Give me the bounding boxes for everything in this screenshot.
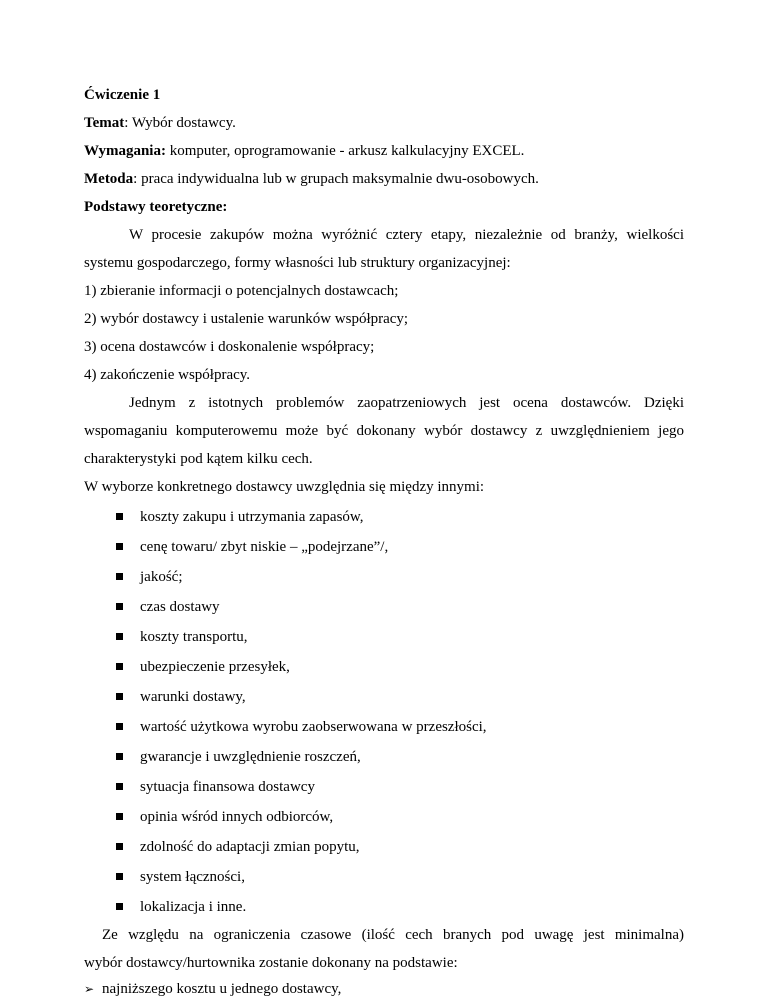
square-bullet-icon [116,633,123,640]
paragraph-2-line-1: Jednym z istotnych problemów zaopatrzeniowych jest ocena dostawców. Dzięki [129,395,684,411]
square-bullet-icon [116,573,123,580]
criteria-intro: W wyborze konkretnego dostawcy uwzględnia się między innymi: [84,479,485,495]
topic-line [84,114,236,132]
method-value: : praca indywidualna lub w grupach maksymalnie dwu-osobowych. [133,171,539,187]
stage-item: 2) wybór dostawcy i ustalenie warunków współpracy; [84,311,409,327]
paragraph-2-line-3: charakterystyki pod kątem kilku cech. [84,451,313,467]
method-label: Metoda [84,171,134,187]
square-bullet-icon [116,663,123,670]
square-bullet-icon [116,783,123,790]
topic-label: Temat [84,115,125,131]
paragraph-1-line-2: systemu gospodarczego, formy własności lub struktury organizacyjnej: [84,255,511,271]
document-page: Ćwiczenie 1 Temat: Wybór dostawcy. Wymagania: komputer, oprogramowanie - arkusz kalkulacyjny EXCEL. Metoda: praca indywidualna lub w grupach maksymalnie dwu-osobowych. Podstawy teoretyczne: W procesie zakupów można wyróżnić cztery etapy, niezależnie od branży, wielkości systemu gospodarczego, formy własności lub struktury organizacyjnej: 1) zbieranie informacji o potencjalnych dostawcach; 2) wybór dostawcy i ustalenie warunków współpracy; 3) ocena dostawców i doskonalenie współpracy; 4) zakończenie współpracy. Jednym z istotnych problemów zaopatrzeniowych jest ocena dostawców. Dzięki wspomaganiu komputerowemu może być dokonany wybór dostawcy z uwzględnieniem jego charakterystyki pod kątem kilku cech. W wyborze konkretnego dostawcy uwzględnia się między innymi: koszty zakupu i utrzymania zapasów, cenę towaru/ zbyt niskie – „podejrzane”/, jakość; czas dostawy koszty transportu, ubezpieczenie przesyłek, warunki dostawy, wartość użytkowa wyrobu zaobserwowana w przeszłości, gwarancje i uwzględnienie roszczeń, sytuacja finansowa dostawcy opinia wśród innych odbiorców, zdolność do adaptacji zmian popytu, system łączności, lokalizacja i inne. Ze względu na ograniczenia czasowe (ilość cech branych pod uwagę jest minimalna) wybór dostawcy/hurtownika zostanie dokonany na podstawie: ➢ najniższego kosztu u jednego dostawcy, [84,87,684,997]
paragraph-1-line-1: W procesie zakupów można wyróżnić cztery etapy, niezależnie od branży, wielkości [129,227,684,243]
paragraph-2-line-2: wspomaganiu komputerowemu może być dokonany wybór dostawcy z uwzględnieniem jego [84,423,684,439]
square-bullet-icon [116,903,123,910]
paragraph-3-line-2: wybór dostawcy/hurtownika zostanie dokonany na podstawie: [84,955,458,971]
square-bullet-icon [116,693,123,700]
square-bullet-icon [116,753,123,760]
stage-item: 4) zakończenie współpracy. [84,367,251,383]
paragraph-3-line-1: Ze względu na ograniczenia czasowe (ilość cech branych pod uwagę jest minimalna) [102,927,684,943]
square-bullet-icon [116,813,123,820]
square-bullet-icon [116,543,123,550]
square-bullet-icon [116,603,123,610]
theory-heading: Podstawy teoretyczne: [84,199,228,215]
requirements-label: Wymagania: [84,143,166,159]
square-bullet-icon [116,723,123,730]
stage-item: 1) zbieranie informacji o potencjalnych dostawcach; [84,283,399,299]
stage-item: 3) ocena dostawców i doskonalenie współpracy; [84,339,375,355]
method-line [84,170,539,188]
topic-value: : Wybór dostawcy. [124,115,236,131]
exercise-title: Ćwiczenie 1 [84,87,161,103]
requirements-value: komputer, oprogramowanie - arkusz kalkulacyjny EXCEL. [165,143,525,159]
square-bullet-icon [116,513,123,520]
requirements-line [84,142,524,160]
arrow-bullet-icon: ➢ [84,982,95,996]
square-bullet-icon [116,843,123,850]
square-bullet-icon [116,873,123,880]
